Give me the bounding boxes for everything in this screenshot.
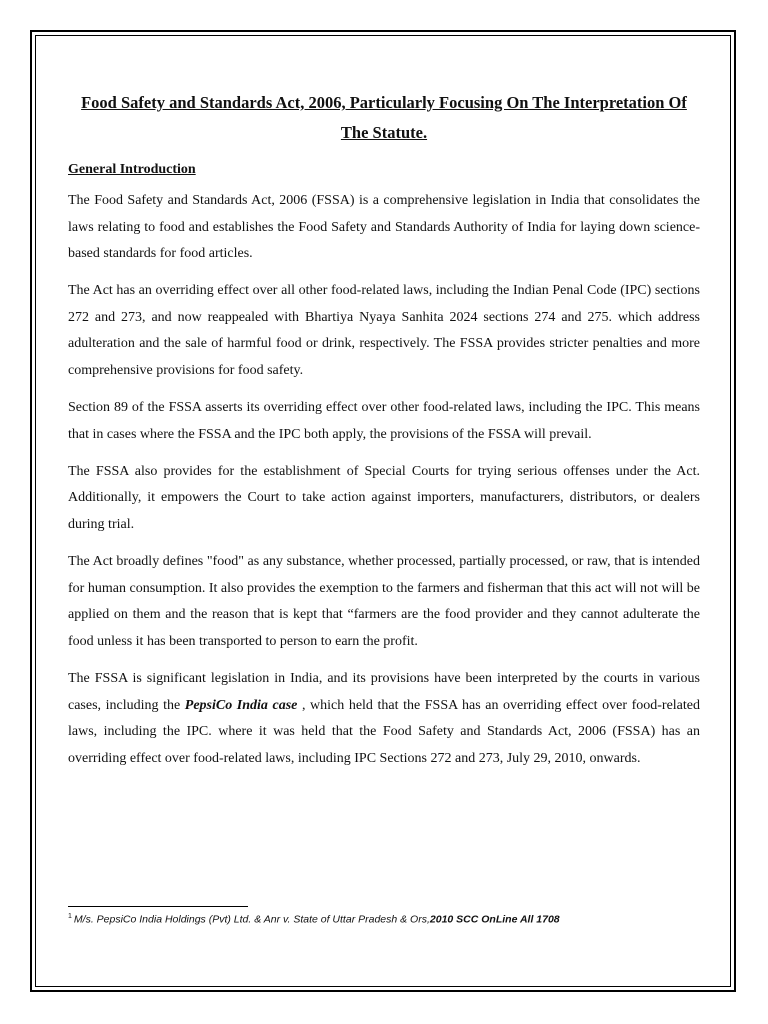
paragraph-case-law [68,666,700,772]
footnote-separator [68,906,248,907]
paragraph-section-89: Section 89 of the FSSA asserts its overriding effect over other food-related laws, including the IPC. This means that in cases where the FSSA and the IPC both apply, the provisions of the FSSA will prevail. [68,400,700,442]
case-law-text-before: The FSSA is significant legislation in India, and its provisions have been interpreted by the courts in various cases, including the [68,671,700,713]
footnote-report: 2010 SCC OnLine All 1708 [429,913,560,926]
document-body [68,88,700,783]
paragraph-overriding-effect: The Act has an overriding effect over all other food-related laws, including the Indian Penal Code (IPC) sections 272 and 273, and now reappealed with Bhartiya Nyaya Sanhita 2024 sections 274 and 275. which address adulteration and the sale of harmful food or drink, respectively. The FSSA provides stricter penalties and more comprehensive provisions for food safety. [68,283,700,379]
footnote [68,910,708,927]
footnote-citation: M/s. PepsiCo India Holdings (Pvt) Ltd. & Anr v. State of Uttar Pradesh & Ors, [73,913,430,926]
section-heading: General Introduction [68,162,196,177]
case-reference: PepsiCo India case [184,697,298,713]
footnote-area [68,906,708,927]
case-law-text-after: , which held that the FSSA has an overriding effect over food-related laws, including the IPC. where it was held that the Food Safety and Standards Act, 2006 (FSSA) has an overriding effect over food-related laws, including IPC Sections 272 and 273, July 29, 2010, onwards. [68,697,700,766]
paragraph-intro: The Food Safety and Standards Act, 2006 (FSSA) is a comprehensive legislation in India that consolidates the laws relating to food and establishes the Food Safety and Standards Authority of India for laying down science-based standards for food articles. [68,193,700,262]
paragraph-food-definition: The Act broadly defines "food" as any substance, whether processed, partially processed, or raw, that is intended for human consumption. It also provides the exemption to the farmers and fisherman that this act will not will be applied on them and the reason that is kept that “farmers are the food provider and they cannot adulterate the food unless it has been transported to person to earn the profit. [68,554,700,649]
footnote-marker: 1 [68,913,72,920]
document-title: Food Safety and Standards Act, 2006, Particularly Focusing On The Interpretation Of The Statute. [81,93,687,142]
paragraph-special-courts: The FSSA also provides for the establishment of Special Courts for trying serious offenses under the Act. Additionally, it empowers the Court to take action against importers, manufacturers, distributors, or dealers during trial. [68,463,700,533]
